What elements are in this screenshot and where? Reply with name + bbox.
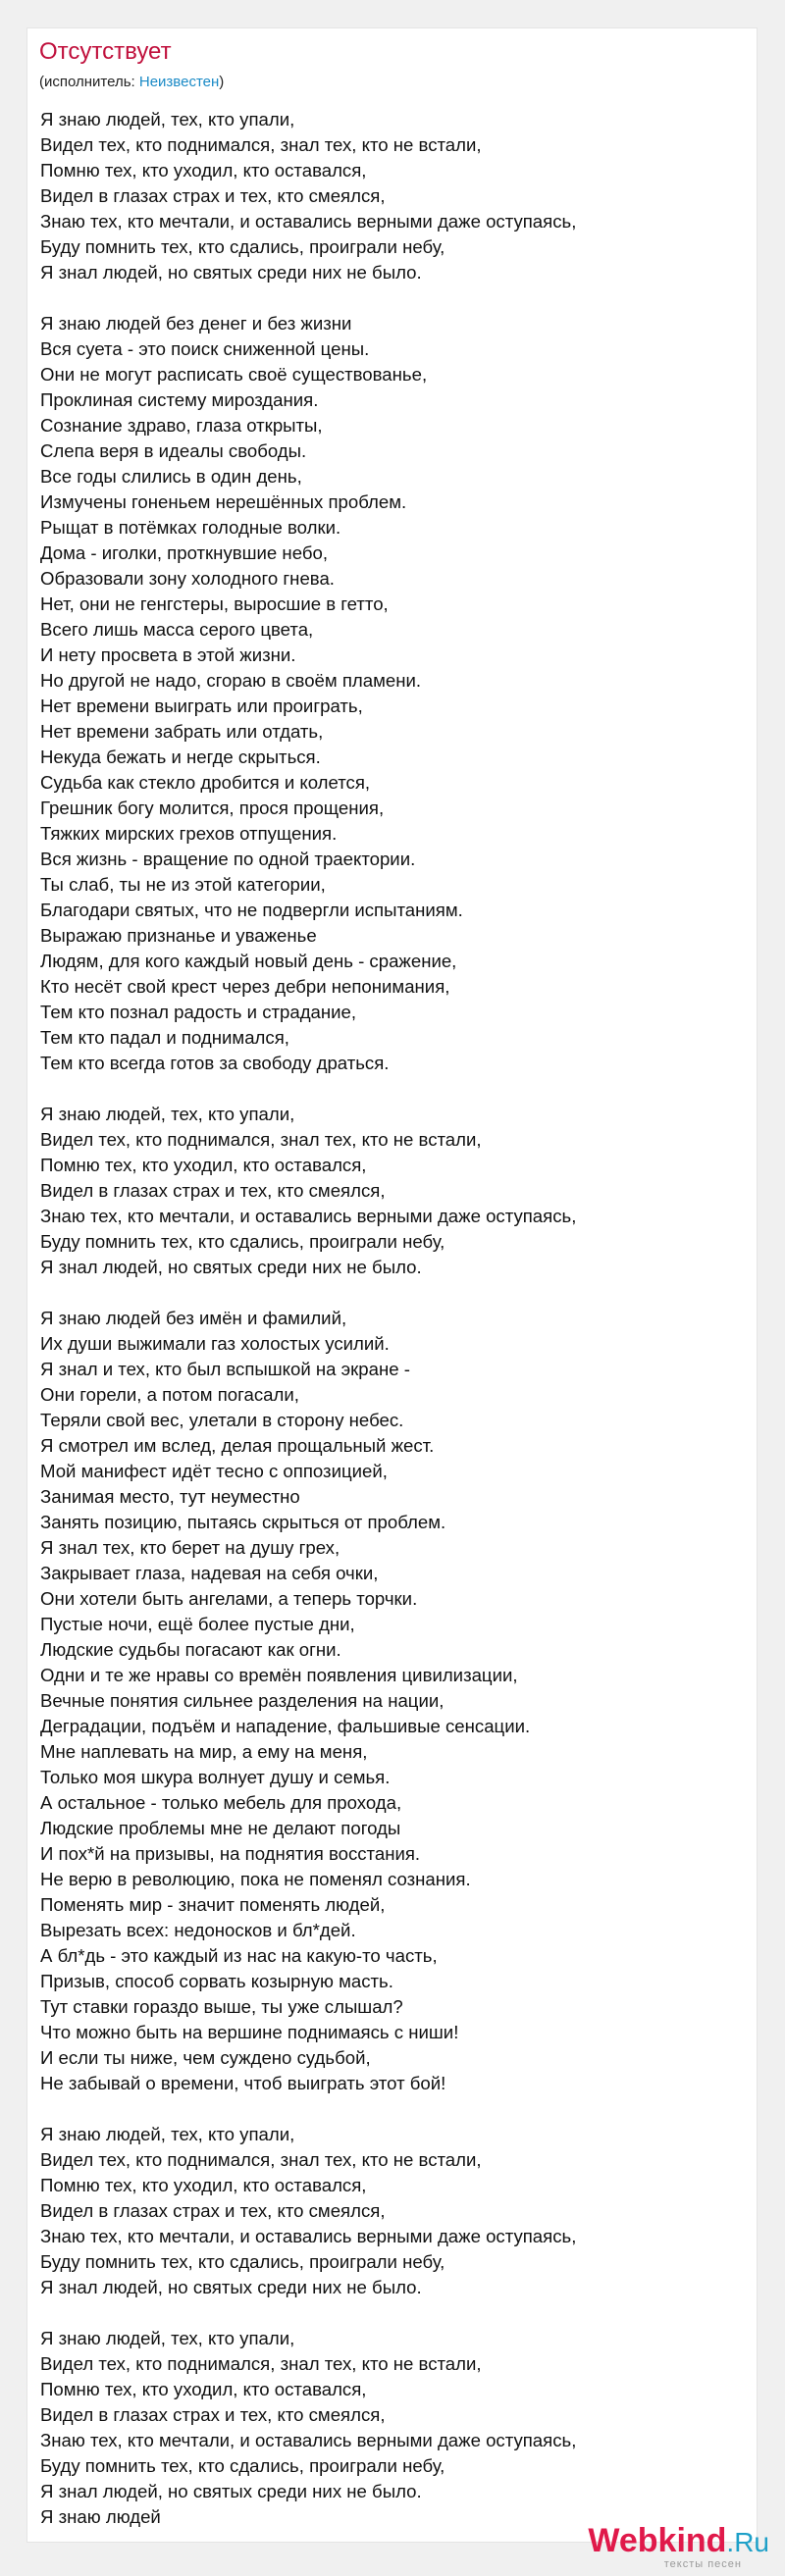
lyric-line: Я знал и тех, кто был вспышкой на экране -: [40, 1359, 410, 1379]
lyric-line: Их души выжимали газ холостых усилий.: [40, 1333, 390, 1354]
lyric-line: Тяжких мирских грехов отпущения.: [40, 823, 338, 844]
stanza-break: [40, 1076, 747, 1102]
lyric-line: Ты слаб, ты не из этой категории,: [40, 874, 326, 895]
lyric-line: Я знаю людей без имён и фамилий,: [40, 1308, 347, 1328]
lyric-line: Пустые ночи, ещё более пустые дни,: [40, 1614, 355, 1634]
artist-suffix: ): [219, 74, 225, 90]
lyric-line: Некуда бежать и негде скрыться.: [40, 747, 321, 767]
lyric-line: Нет времени забрать или отдать,: [40, 721, 324, 742]
lyric-line: Дома - иголки, проткнувшие небо,: [40, 542, 328, 563]
lyric-line: Я знаю людей, тех, кто упали,: [40, 2328, 295, 2348]
lyric-line: Буду помнить тех, кто сдались, проиграли небу,: [40, 1231, 445, 1252]
artist-line: [39, 73, 224, 92]
stanza-break: [40, 285, 747, 311]
lyric-line: Я знаю людей: [40, 2506, 161, 2527]
lyric-line: И пох*й на призывы, на поднятия восстания.: [40, 1843, 421, 1864]
lyric-line: Но другой не надо, сгораю в своём пламени.: [40, 670, 422, 691]
lyric-line: Не забывай о времени, чтоб выиграть этот бой!: [40, 2073, 446, 2093]
lyric-line: И нету просвета в этой жизни.: [40, 644, 296, 665]
stanza-break: [40, 2096, 747, 2122]
lyric-line: Видел тех, кто поднимался, знал тех, кто не встали,: [40, 2149, 482, 2170]
lyric-line: Они горели, а потом погасали,: [40, 1384, 299, 1405]
lyric-line: Видел в глазах страх и тех, кто смеялся,: [40, 1180, 386, 1201]
lyric-line: Помню тех, кто уходил, кто оставался,: [40, 160, 367, 180]
lyric-line: Одни и те же нравы со времён появления цивилизации,: [40, 1665, 518, 1685]
lyric-line: Я знал людей, но святых среди них не было.: [40, 262, 422, 283]
lyric-line: Судьба как стекло дробится и колется,: [40, 772, 371, 793]
lyric-line: Рыщат в потёмках голодные волки.: [40, 517, 341, 538]
lyric-line: Грешник богу молится, прося прощения,: [40, 798, 385, 818]
lyric-line: Поменять мир - значит поменять людей,: [40, 1894, 386, 1915]
lyric-line: Всего лишь масса серого цвета,: [40, 619, 314, 640]
lyric-line: Вырезать всех: недоносков и бл*дей.: [40, 1920, 356, 1940]
lyric-line: Закрывает глаза, надевая на себя очки,: [40, 1563, 379, 1583]
lyric-line: Видел тех, кто поднимался, знал тех, кто не встали,: [40, 134, 482, 155]
lyric-line: Я знаю людей, тех, кто упали,: [40, 109, 295, 129]
lyric-line: Занять позицию, пытаясь скрыться от проблем.: [40, 1512, 446, 1532]
lyric-line: Проклиная систему мироздания.: [40, 389, 319, 410]
logo-brand: Webkind: [588, 2522, 727, 2559]
lyric-line: Помню тех, кто уходил, кто оставался,: [40, 1155, 367, 1175]
lyric-line: Тем кто падал и поднимался,: [40, 1027, 289, 1048]
lyric-line: Не верю в революцию, пока не поменял сознания.: [40, 1869, 471, 1889]
lyric-line: Вся жизнь - вращение по одной траектории.: [40, 849, 416, 869]
logo-wordmark: [588, 2523, 769, 2560]
lyric-line: Все годы слились в один день,: [40, 466, 302, 487]
artist-link[interactable]: Неизвестен: [138, 74, 220, 90]
lyric-line: Вся суета - это поиск сниженной цены.: [40, 338, 370, 359]
logo-tagline: тексты песен: [663, 2558, 742, 2570]
stanza-break: [40, 1280, 747, 1306]
lyric-line: Я знаю людей без денег и без жизни: [40, 313, 352, 334]
lyric-line: Знаю тех, кто мечтали, и оставались верными даже оступаясь,: [40, 2430, 577, 2450]
lyric-line: Благодари святых, что не подвергли испытаниям.: [40, 900, 463, 920]
lyric-line: Мой манифест идёт тесно с оппозицией,: [40, 1461, 388, 1481]
lyric-line: Сознание здраво, глаза открыты,: [40, 415, 323, 436]
lyric-line: Слепа веря в идеалы свободы.: [40, 440, 307, 461]
lyric-line: Кто несёт свой крест через дебри непонимания,: [40, 976, 450, 997]
lyric-line: Я знал тех, кто берет на душу грех,: [40, 1537, 340, 1558]
lyric-line: Буду помнить тех, кто сдались, проиграли небу,: [40, 2455, 445, 2476]
site-logo[interactable]: [588, 2523, 769, 2570]
lyric-line: Измучены гоненьем нерешённых проблем.: [40, 491, 407, 512]
lyric-line: Я знал людей, но святых среди них не было.: [40, 2481, 422, 2501]
lyric-line: Они хотели быть ангелами, а теперь торчки.: [40, 1588, 418, 1609]
lyric-line: Видел тех, кто поднимался, знал тех, кто не встали,: [40, 2353, 482, 2374]
lyric-line: Образовали зону холодного гнева.: [40, 568, 335, 589]
logo-tld: .Ru: [726, 2527, 769, 2557]
lyric-line: Выражаю признанье и уваженье: [40, 925, 317, 946]
lyric-line: Теряли свой вес, улетали в сторону небес.: [40, 1410, 404, 1430]
song-title: Отсутствует: [39, 38, 172, 65]
lyric-line: Они не могут расписать своё существованье,: [40, 364, 428, 385]
lyric-line: Людям, для кого каждый новый день - сражение,: [40, 951, 457, 971]
lyric-line: Деградации, подъём и нападение, фальшивые сенсации.: [40, 1716, 531, 1736]
lyric-line: Вечные понятия сильнее разделения на нации,: [40, 1690, 445, 1711]
lyric-line: Буду помнить тех, кто сдались, проиграли небу,: [40, 236, 445, 257]
lyric-line: Только моя шкура волнует душу и семья.: [40, 1767, 391, 1787]
lyric-line: Призыв, способ сорвать козырную масть.: [40, 1971, 393, 1991]
lyric-line: Я знал людей, но святых среди них не было.: [40, 2277, 422, 2297]
lyric-line: Видел в глазах страх и тех, кто смеялся,: [40, 185, 386, 206]
lyric-line: Я знаю людей, тех, кто упали,: [40, 2124, 295, 2144]
lyric-line: Знаю тех, кто мечтали, и оставались верными даже оступаясь,: [40, 1206, 577, 1226]
lyric-line: А бл*дь - это каждый из нас на какую-то часть,: [40, 1945, 438, 1966]
lyric-line: Тем кто всегда готов за свободу драться.: [40, 1053, 390, 1073]
lyric-line: И если ты ниже, чем суждено судьбой,: [40, 2047, 371, 2068]
lyric-line: Что можно быть на вершине поднимаясь с ниши!: [40, 2022, 459, 2042]
lyric-line: Мне наплевать на мир, а ему на меня,: [40, 1741, 368, 1762]
lyrics-text: [40, 107, 747, 2530]
lyric-line: А остальное - только мебель для прохода,: [40, 1792, 402, 1813]
lyric-line: Знаю тех, кто мечтали, и оставались верными даже оступаясь,: [40, 211, 577, 232]
lyric-line: Тем кто познал радость и страдание,: [40, 1002, 357, 1022]
lyric-line: Буду помнить тех, кто сдались, проиграли небу,: [40, 2251, 445, 2272]
lyric-line: Помню тех, кто уходил, кто оставался,: [40, 2379, 367, 2399]
song-header: [39, 37, 224, 92]
lyric-line: Нет, они не генгстеры, выросшие в гетто,: [40, 593, 389, 614]
lyric-line: Тут ставки гораздо выше, ты уже слышал?: [40, 1996, 403, 2017]
lyric-line: Помню тех, кто уходил, кто оставался,: [40, 2175, 367, 2195]
lyric-line: Занимая место, тут неуместно: [40, 1486, 300, 1507]
lyric-line: Видел тех, кто поднимался, знал тех, кто не встали,: [40, 1129, 482, 1150]
lyric-line: Видел в глазах страх и тех, кто смеялся,: [40, 2200, 386, 2221]
lyric-line: Людские судьбы погасают как огни.: [40, 1639, 341, 1660]
lyric-line: Видел в глазах страх и тех, кто смеялся,: [40, 2404, 386, 2425]
lyric-line: Знаю тех, кто мечтали, и оставались верными даже оступаясь,: [40, 2226, 577, 2246]
stanza-break: [40, 2300, 747, 2326]
lyric-line: Людские проблемы мне не делают погоды: [40, 1818, 401, 1838]
lyric-line: Нет времени выиграть или проиграть,: [40, 696, 363, 716]
lyric-line: Я смотрел им вслед, делая прощальный жест.: [40, 1435, 435, 1456]
artist-prefix: (исполнитель:: [39, 74, 139, 90]
lyric-line: Я знаю людей, тех, кто упали,: [40, 1104, 295, 1124]
lyric-line: Я знал людей, но святых среди них не было.: [40, 1257, 422, 1277]
